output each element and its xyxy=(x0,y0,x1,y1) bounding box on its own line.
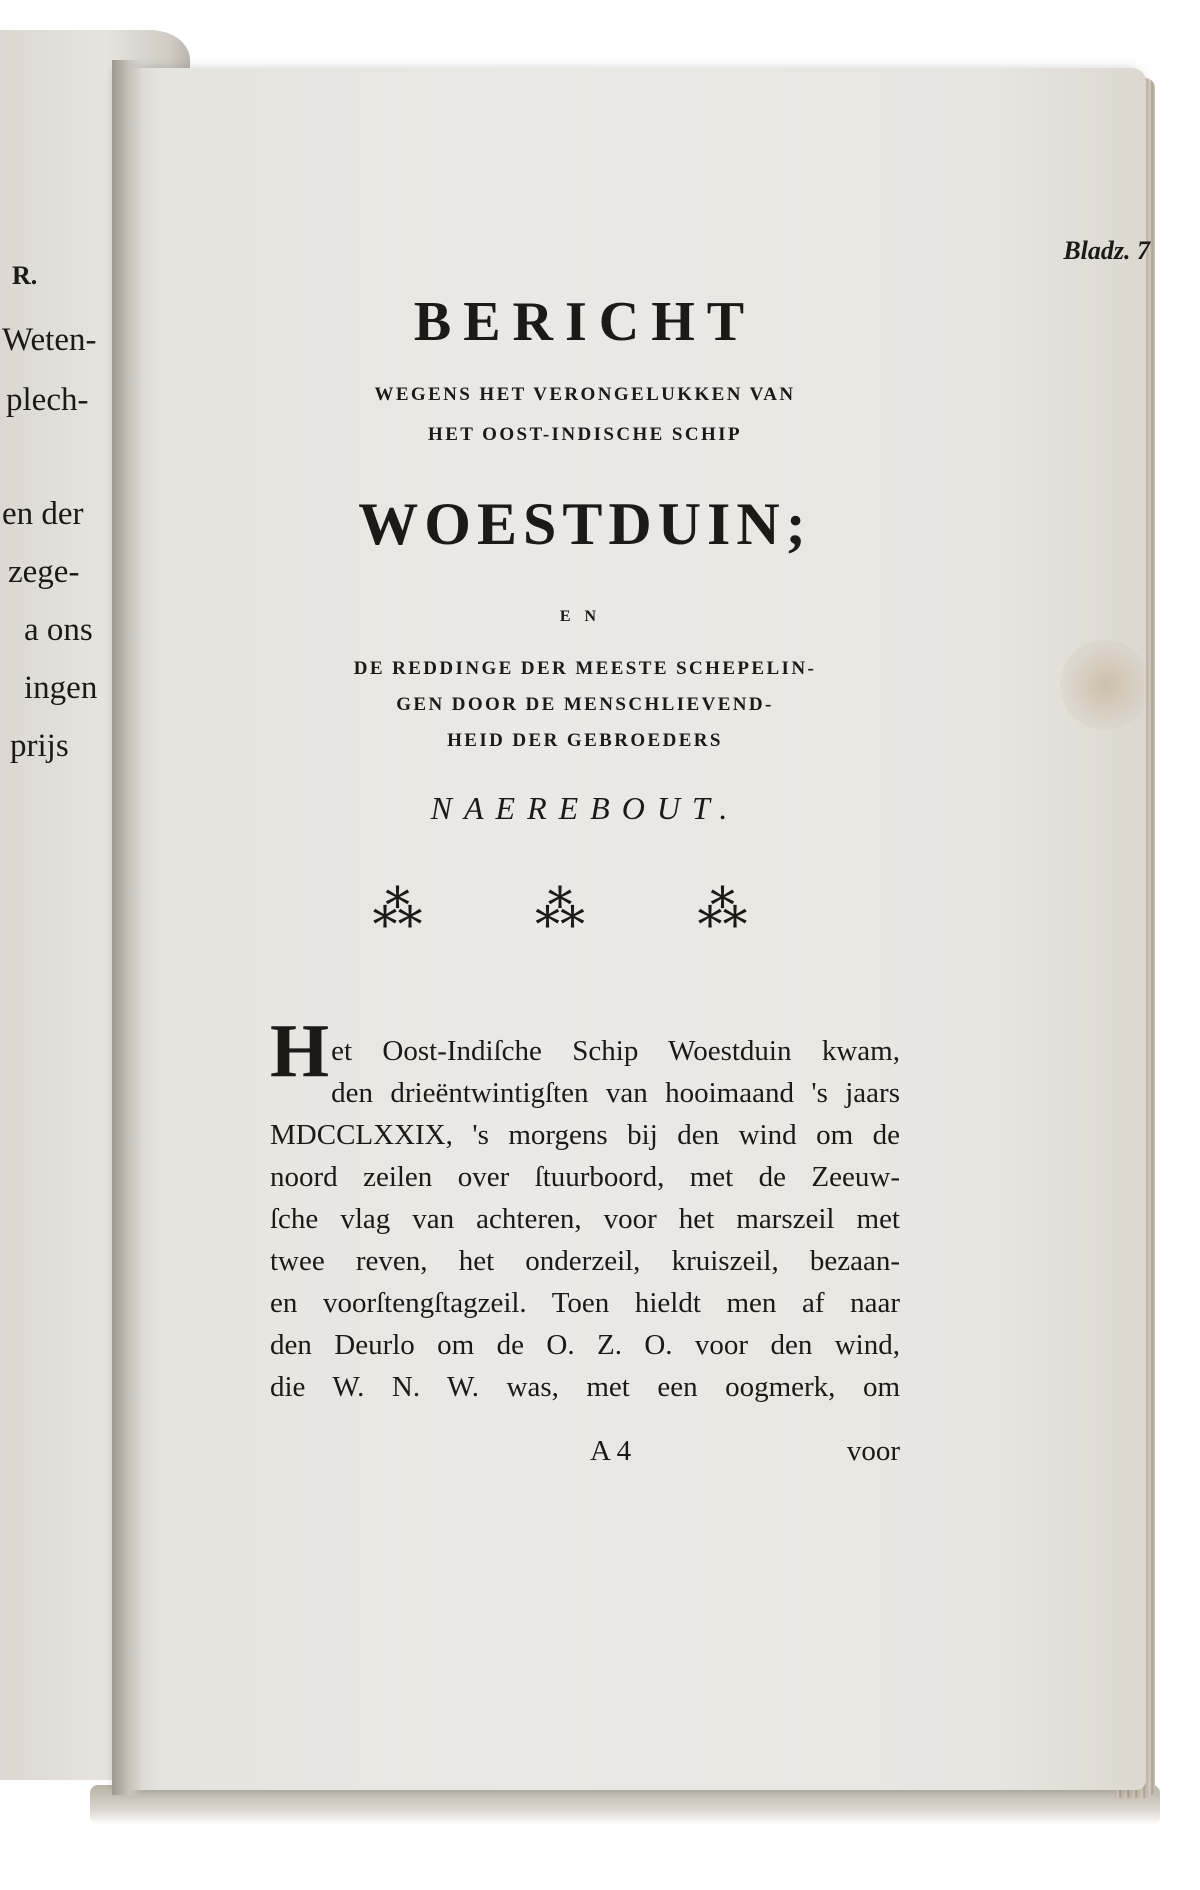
left-line: ingen xyxy=(24,670,98,706)
body-line: MDCCLXXIX, 's morgens bij den wind om de xyxy=(270,1119,900,1151)
subtitle-line: WEGENS HET VERONGELUKKEN VAN xyxy=(374,384,796,405)
book-shadow xyxy=(90,1785,1160,1825)
body-line: twee reven, het onderzeil, kruiszeil, bezaan- xyxy=(270,1245,900,1277)
page-title: BERICHT xyxy=(413,291,757,353)
left-line: plech- xyxy=(6,382,89,418)
left-line: prijs xyxy=(10,728,69,764)
body-line: die W. N. W. was, met een oogmerk, om xyxy=(270,1371,900,1403)
left-line: a ons xyxy=(24,612,93,648)
page-header: Bladz. 7 xyxy=(1063,236,1150,265)
subtitle-line: HET OOST-INDISCHE SCHIP xyxy=(428,424,742,445)
left-line: zege- xyxy=(8,554,80,590)
body-line: den drieëntwintigſten van hooimaand 's jaars xyxy=(331,1077,900,1109)
ornament: ⁂ ⁂ ⁂ xyxy=(372,881,798,937)
left-line: en der xyxy=(2,496,84,532)
left-line: Weten- xyxy=(2,322,97,358)
body-line: ſche vlag van achteren, voor het marszeil met xyxy=(270,1203,900,1235)
ship-name: WOESTDUIN; xyxy=(358,491,812,557)
conjunction: EN xyxy=(559,608,611,625)
catchword: voor xyxy=(846,1435,900,1467)
left-line: R. xyxy=(12,261,38,290)
rescue-line: DE REDDINGE DER MEESTE SCHEPELIN- xyxy=(353,658,817,679)
body-line: den Deurlo om de O. Z. O. voor den wind, xyxy=(270,1329,900,1361)
body-line: noord zeilen over ſtuurboord, met de Zeeuw- xyxy=(270,1161,900,1193)
gutter-shadow xyxy=(112,60,142,1795)
body-line: en voorſtengſtagzeil. Toen hieldt men af naar xyxy=(270,1287,900,1319)
rescue-line: HEID DER GEBROEDERS xyxy=(447,730,723,751)
rescue-line: GEN DOOR DE MENSCHLIEVEND- xyxy=(396,694,774,715)
body-line: et Oost-Indiſche Schip Woestduin kwam, xyxy=(331,1035,900,1067)
family-name: NAEREBOUT. xyxy=(430,790,740,826)
drop-cap: H xyxy=(270,1009,330,1093)
body-paragraph xyxy=(270,1009,900,1408)
paper-stain xyxy=(1060,640,1150,730)
signature-mark: A 4 xyxy=(590,1435,632,1467)
